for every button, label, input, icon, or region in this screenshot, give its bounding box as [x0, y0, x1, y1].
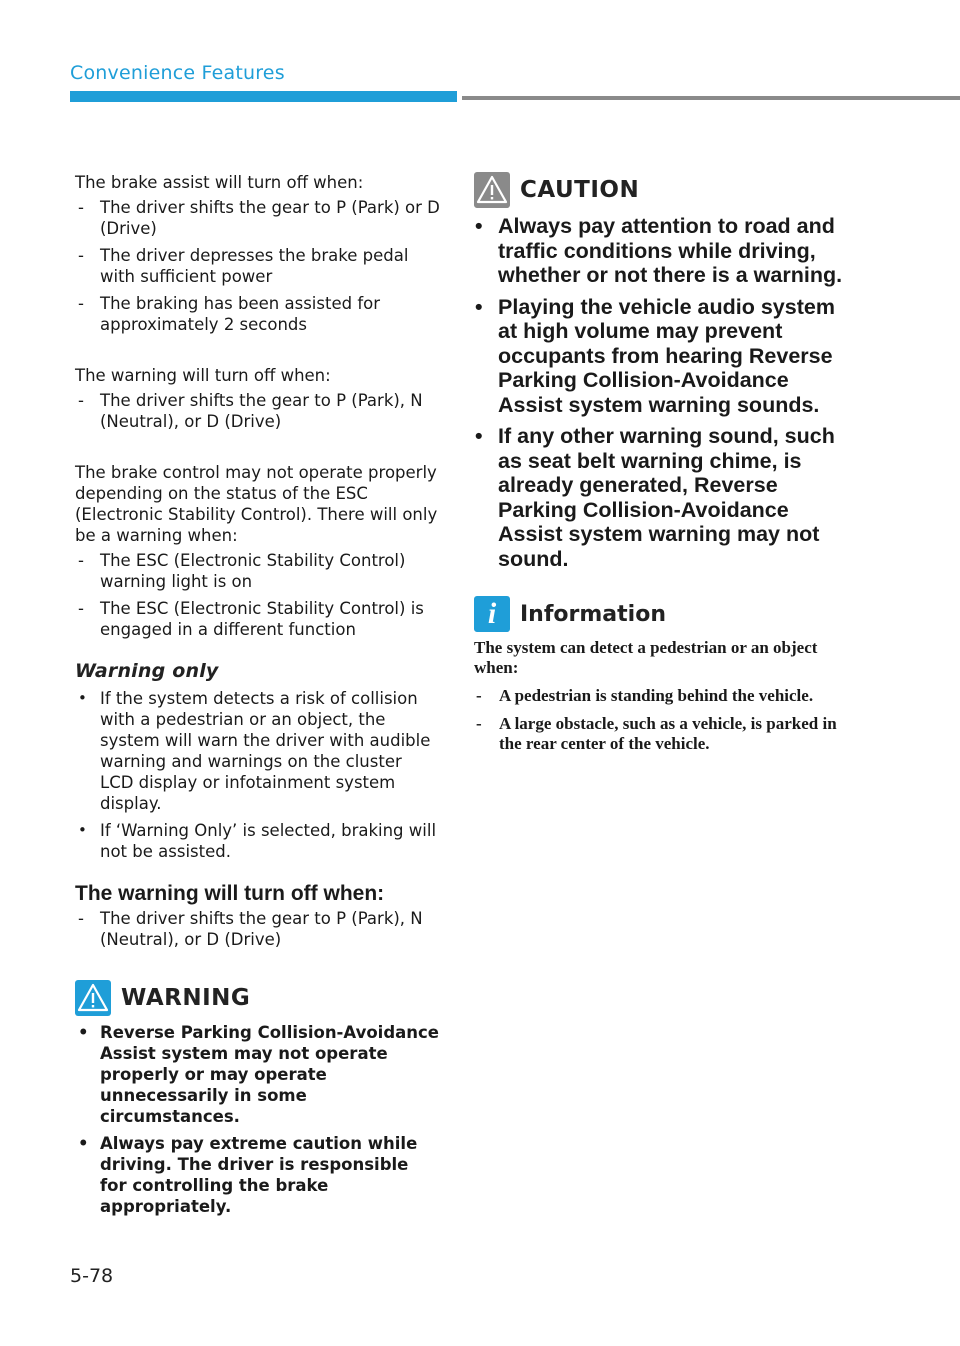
list-item: • Always pay attention to road and traffic conditions while driving, whether or not there is a warning.	[474, 214, 844, 288]
caution-list	[474, 214, 844, 571]
page-number: 5-78	[70, 1265, 114, 1287]
list-item: - The ESC (Electronic Stability Control) is engaged in a different function	[75, 598, 440, 640]
information-icon: i	[474, 596, 510, 632]
warning-off-intro: The warning will turn off when:	[75, 366, 331, 385]
warning-list	[75, 1022, 440, 1217]
list-item: • Playing the vehicle audio system at high volume may prevent occupants from hearing Reverse Parking Collision-Avoidance Assist system warning sounds.	[474, 295, 844, 418]
section-title: Convenience Features	[70, 62, 285, 84]
info-box-header	[474, 596, 844, 632]
list-item: • If ‘Warning Only’ is selected, braking will not be assisted.	[75, 820, 440, 862]
warning-off-list-2	[75, 908, 440, 950]
info-list	[474, 686, 844, 754]
list-item: - The driver depresses the brake pedal with sufficient power	[75, 245, 440, 287]
left-column	[75, 172, 440, 1223]
header-rule	[462, 96, 960, 100]
info-text: The system can detect a pedestrian or an object when:	[474, 638, 818, 677]
list-item: - The driver shifts the gear to P (Park), N (Neutral), or D (Drive)	[75, 908, 440, 950]
info-title: Information	[520, 601, 666, 627]
brake-assist-list	[75, 197, 440, 335]
list-item: - A large obstacle, such as a vehicle, is parked in the rear center of the vehicle.	[474, 714, 844, 754]
caution-box-header	[474, 172, 844, 208]
warning-triangle-icon	[75, 980, 111, 1016]
warning-off-heading: The warning will turn off when:	[75, 882, 385, 905]
brake-control-text: The brake control may not operate properly depending on the status of the ESC (Electronic Stability Control). There will only be a warning when:	[75, 463, 438, 545]
list-item: - The ESC (Electronic Stability Control) warning light is on	[75, 550, 440, 592]
brake-assist-intro: The brake assist will turn off when:	[75, 173, 364, 192]
caution-title: CAUTION	[520, 177, 640, 203]
list-item: • Reverse Parking Collision-Avoidance Assist system may not operate properly or may operate unnecessarily in some circumstances.	[75, 1022, 440, 1127]
list-item: - The driver shifts the gear to P (Park), N (Neutral), or D (Drive)	[75, 390, 440, 432]
warning-box-header	[75, 980, 440, 1016]
list-item: - The driver shifts the gear to P (Park) or D (Drive)	[75, 197, 440, 239]
warning-title: WARNING	[121, 985, 251, 1011]
caution-triangle-icon	[474, 172, 510, 208]
warning-only-heading: Warning only	[75, 660, 219, 682]
list-item: • Always pay extreme caution while driving. The driver is responsible for controlling the brake appropriately.	[75, 1133, 440, 1217]
list-item: • If any other warning sound, such as seat belt warning chime, is already generated, Reverse Parking Collision-Avoidance Assist system warning may not sound.	[474, 424, 844, 571]
brake-control-list	[75, 550, 440, 640]
list-item: • If the system detects a risk of collision with a pedestrian or an object, the system will warn the driver with audible warning and warnings on the cluster LCD display or infotainment system display.	[75, 688, 440, 814]
list-item: - A pedestrian is standing behind the vehicle.	[474, 686, 844, 706]
right-column	[474, 172, 844, 762]
header-accent-bar	[70, 91, 457, 102]
list-item: - The braking has been assisted for approximately 2 seconds	[75, 293, 440, 335]
warning-only-list	[75, 688, 440, 862]
warning-off-list	[75, 390, 440, 432]
